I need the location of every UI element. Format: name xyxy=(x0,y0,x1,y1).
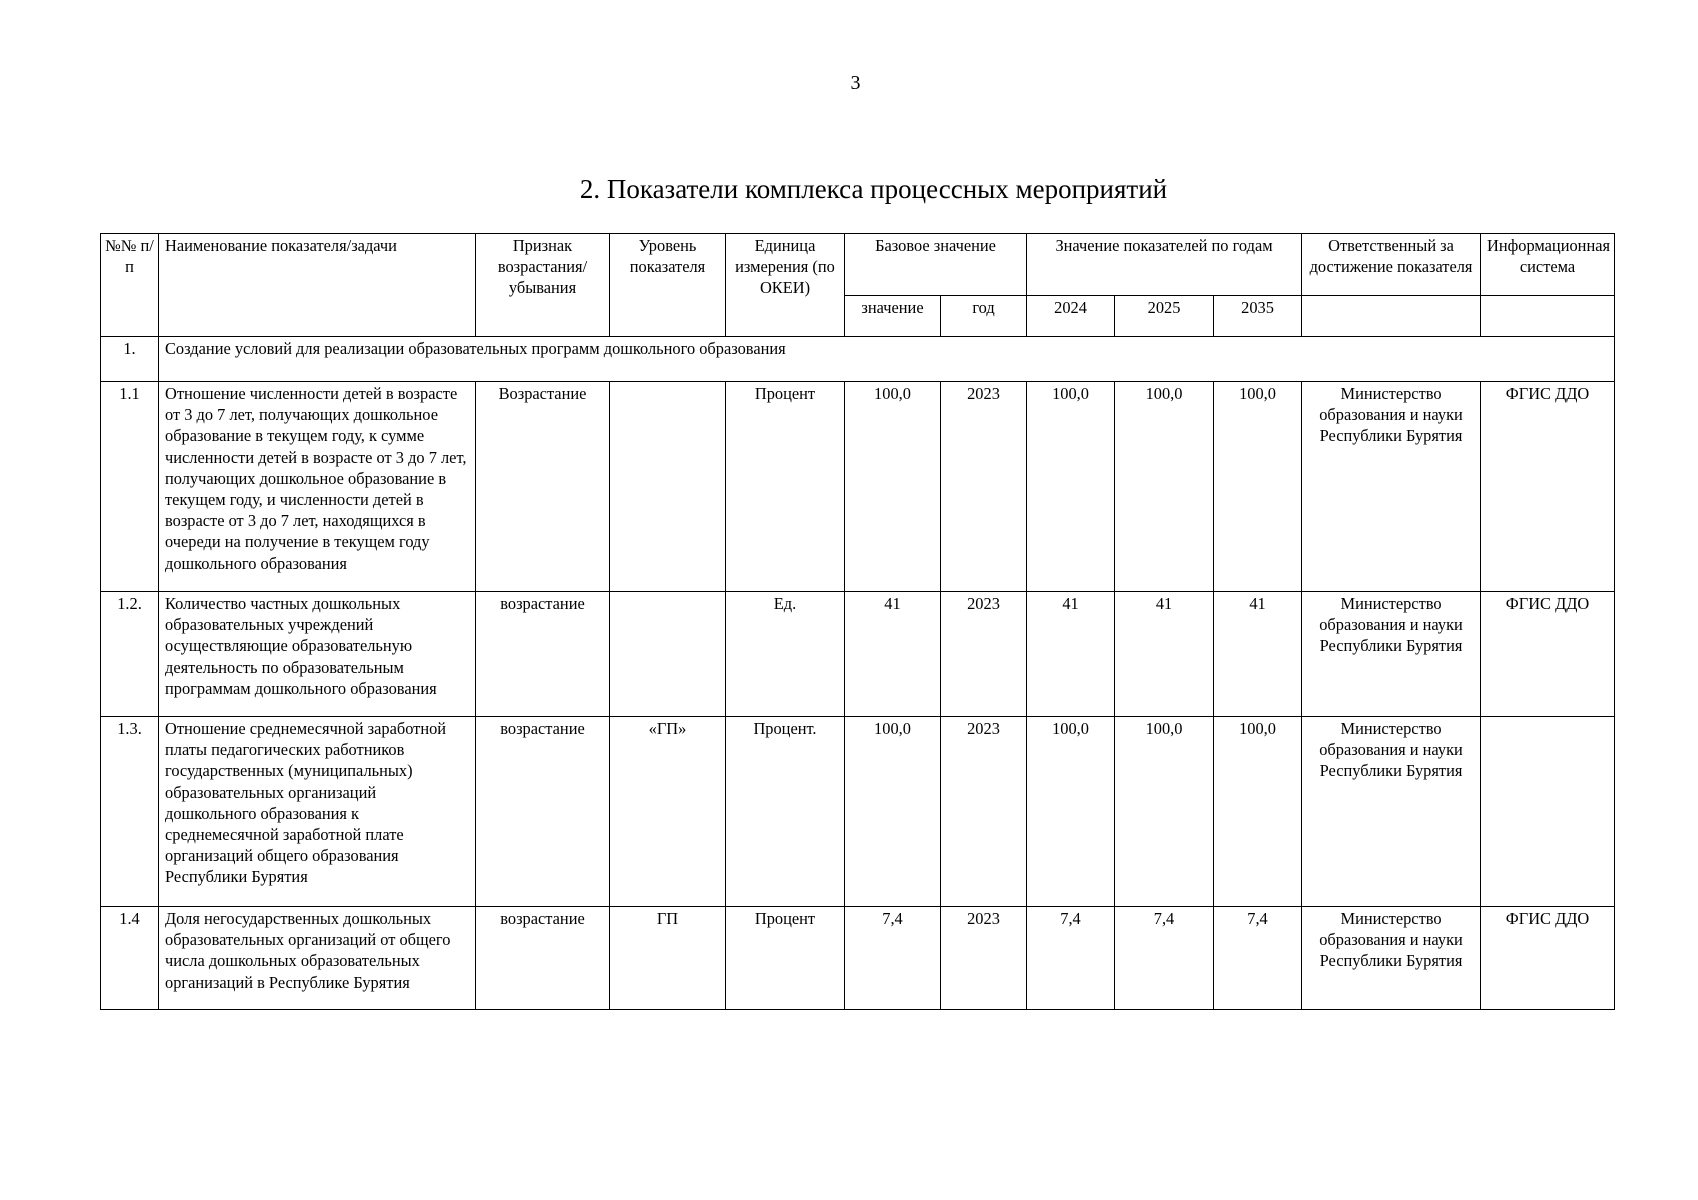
row-num: 1.1 xyxy=(101,382,159,592)
row-name: Отношение среднемесячной заработной платы педагогических работников государственных (муниципальных) образовательных организаций дошкольного образования к среднемесячной заработной плате организаций общего образования Республики Бурятия xyxy=(159,717,476,907)
row-responsible: Министерство образования и науки Республики Бурятия xyxy=(1302,382,1481,592)
header-base-year: год xyxy=(941,296,1027,337)
row-sign: возрастание xyxy=(476,907,610,1010)
row-base-year: 2023 xyxy=(941,382,1027,592)
row-responsible: Министерство образования и науки Республики Бурятия xyxy=(1302,717,1481,907)
row-base-value: 7,4 xyxy=(845,907,941,1010)
row-name: Отношение численности детей в возрасте от 3 до 7 лет, получающих дошкольное образование в текущем году, к сумме численности детей в возрасте от 3 до 7 лет, получающих дошкольное образование в текущем году, и численности детей в возрасте от 3 до 7 лет, находящихся в очереди на получение в текущем году дошкольного образования xyxy=(159,382,476,592)
header-responsible-empty xyxy=(1302,296,1481,337)
row-responsible: Министерство образования и науки Республики Бурятия xyxy=(1302,592,1481,717)
row-info-system: ФГИС ДДО xyxy=(1481,382,1615,592)
table-row xyxy=(101,592,1615,717)
row-base-year: 2023 xyxy=(941,907,1027,1010)
row-unit: Процент. xyxy=(726,717,845,907)
header-level: Уровень показателя xyxy=(610,234,726,337)
row-2035: 100,0 xyxy=(1214,717,1302,907)
header-info-system-empty xyxy=(1481,296,1615,337)
header-num: №№ п/п xyxy=(101,234,159,337)
row-2025: 100,0 xyxy=(1115,382,1214,592)
row-sign: возрастание xyxy=(476,592,610,717)
header-2025: 2025 xyxy=(1115,296,1214,337)
row-responsible: Министерство образования и науки Республики Бурятия xyxy=(1302,907,1481,1010)
row-sign: Возрастание xyxy=(476,382,610,592)
header-sign: Признак возрастания/ убывания xyxy=(476,234,610,337)
row-sign: возрастание xyxy=(476,717,610,907)
row-level xyxy=(610,592,726,717)
row-2024: 7,4 xyxy=(1027,907,1115,1010)
section-num: 1. xyxy=(101,337,159,382)
header-2024: 2024 xyxy=(1027,296,1115,337)
row-name: Количество частных дошкольных образовательных учреждений осуществляющие образовательную деятельность по образовательным программам дошкольного образования xyxy=(159,592,476,717)
row-unit: Процент xyxy=(726,907,845,1010)
document-title: 2. Показатели комплекса процессных мероприятий xyxy=(579,174,1168,204)
header-base: Базовое значение xyxy=(845,234,1027,296)
row-level xyxy=(610,382,726,592)
row-info-system xyxy=(1481,717,1615,907)
row-2035: 41 xyxy=(1214,592,1302,717)
row-unit: Процент xyxy=(726,382,845,592)
header-2035: 2035 xyxy=(1214,296,1302,337)
page-number: 3 xyxy=(850,72,861,94)
row-2024: 100,0 xyxy=(1027,717,1115,907)
row-base-value: 41 xyxy=(845,592,941,717)
row-info-system: ФГИС ДДО xyxy=(1481,592,1615,717)
header-name: Наименование показателя/задачи xyxy=(159,234,476,337)
section-title: Создание условий для реализации образовательных программ дошкольного образования xyxy=(159,337,1615,382)
header-base-value: значение xyxy=(845,296,941,337)
table-row xyxy=(101,382,1615,592)
row-unit: Ед. xyxy=(726,592,845,717)
table-header-row xyxy=(101,234,1615,296)
header-responsible: Ответственный за достижение показателя xyxy=(1302,234,1481,296)
row-base-year: 2023 xyxy=(941,717,1027,907)
header-unit: Единица измерения (по ОКЕИ) xyxy=(726,234,845,337)
row-num: 1.4 xyxy=(101,907,159,1010)
row-2035: 7,4 xyxy=(1214,907,1302,1010)
header-by-years: Значение показателей по годам xyxy=(1027,234,1302,296)
row-level: «ГП» xyxy=(610,717,726,907)
row-2025: 100,0 xyxy=(1115,717,1214,907)
row-2024: 100,0 xyxy=(1027,382,1115,592)
row-base-value: 100,0 xyxy=(845,382,941,592)
header-info-system: Информационная система xyxy=(1481,234,1615,296)
row-2025: 41 xyxy=(1115,592,1214,717)
row-2025: 7,4 xyxy=(1115,907,1214,1010)
row-2035: 100,0 xyxy=(1214,382,1302,592)
row-name: Доля негосударственных дошкольных образовательных организаций от общего числа дошкольных образовательных организаций в Республике Бурятия xyxy=(159,907,476,1010)
row-base-value: 100,0 xyxy=(845,717,941,907)
row-base-year: 2023 xyxy=(941,592,1027,717)
row-num: 1.3. xyxy=(101,717,159,907)
row-info-system: ФГИС ДДО xyxy=(1481,907,1615,1010)
table-row xyxy=(101,717,1615,907)
row-level: ГП xyxy=(610,907,726,1010)
table-row xyxy=(101,907,1615,1010)
row-num: 1.2. xyxy=(101,592,159,717)
indicators-table xyxy=(100,233,1615,1010)
row-2024: 41 xyxy=(1027,592,1115,717)
section-row xyxy=(101,337,1615,382)
